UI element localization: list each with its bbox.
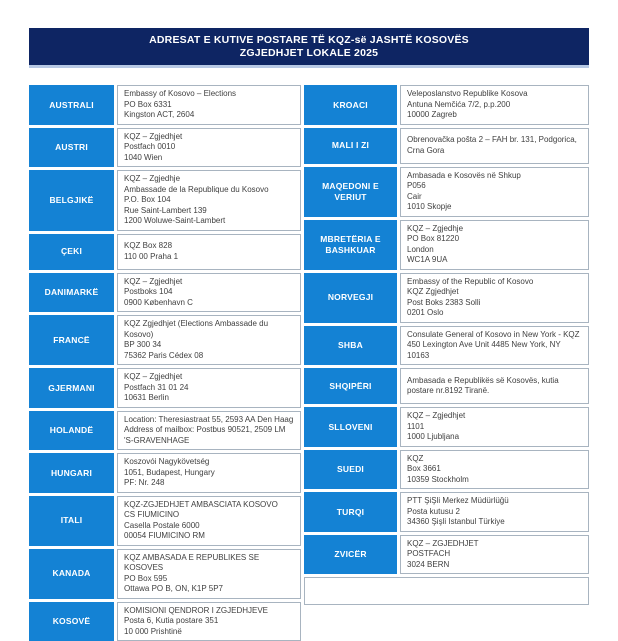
address-cell xyxy=(117,170,301,231)
country-cell: SHBA xyxy=(304,326,397,366)
address-line: 10000 Zagreb xyxy=(407,110,582,121)
country-cell: MALI I ZI xyxy=(304,128,397,164)
table-row xyxy=(29,496,301,546)
country-cell: AUSTRALI xyxy=(29,85,114,125)
address-line: KQZ – Zgjedhjet xyxy=(124,132,294,143)
country-cell: SHQIPËRI xyxy=(304,368,397,404)
address-cell xyxy=(400,326,589,366)
address-line: 450 Lexington Ave Unit 4485 New York, NY 10163 xyxy=(407,340,582,361)
address-line: Obrenovačka pošta 2 – FAH br. 131, Podgorica, Crna Gora xyxy=(407,135,582,156)
address-line: 1200 Woluwe-Saint-Lambert xyxy=(124,216,294,227)
address-line: PTT ŞiŞli Merkez Müdürlüğü xyxy=(407,496,582,507)
address-cell xyxy=(400,450,589,490)
address-line: 0900 København C xyxy=(124,298,294,309)
address-line: Veleposlanstvo Republike Kosova xyxy=(407,89,582,100)
table-row xyxy=(29,234,301,270)
address-cell xyxy=(117,234,301,270)
table-row xyxy=(29,315,301,365)
address-line: KQZ – Zgjedhjet xyxy=(124,277,294,288)
address-cell xyxy=(400,407,589,447)
address-line: PF: Nr. 248 xyxy=(124,478,294,489)
table-row xyxy=(304,492,589,532)
address-line: Embassy of Kosovo – Elections xyxy=(124,89,294,100)
address-cell xyxy=(117,315,301,365)
address-line: 0201 Oslo xyxy=(407,308,582,319)
address-line: 10631 Berlin xyxy=(124,393,294,404)
address-line: KQZ Zgjedhjet (Elections Ambassade du Kosovo) xyxy=(124,319,294,340)
table-row xyxy=(304,535,589,575)
address-cell xyxy=(400,535,589,575)
address-cell xyxy=(117,368,301,408)
right-table xyxy=(304,85,589,641)
address-cell xyxy=(117,496,301,546)
table-row xyxy=(29,170,301,231)
address-line: Rue Saint-Lambert 139 xyxy=(124,206,294,217)
table-row xyxy=(29,273,301,313)
table-row xyxy=(29,602,301,641)
country-cell: ZVICËR xyxy=(304,535,397,575)
address-line: Postfach 31 01 24 xyxy=(124,383,294,394)
address-cell xyxy=(117,549,301,599)
address-line: Post Boks 2383 Solli xyxy=(407,298,582,309)
country-cell: TURQI xyxy=(304,492,397,532)
table-row xyxy=(29,453,301,493)
address-cell xyxy=(117,85,301,125)
address-tables xyxy=(29,85,589,641)
table-row xyxy=(304,407,589,447)
address-line: London xyxy=(407,245,582,256)
address-line: Consulate General of Kosovo in New York - KQZ xyxy=(407,330,582,341)
address-cell xyxy=(117,273,301,313)
address-line: KQZ – ZGJEDHJET xyxy=(407,539,582,550)
address-cell xyxy=(400,492,589,532)
left-table xyxy=(29,85,301,641)
address-cell xyxy=(400,368,589,404)
country-cell: HUNGARI xyxy=(29,453,114,493)
address-line: KQZ Box 828 xyxy=(124,241,294,252)
address-line: Ambasada e Kosovës në Shkup xyxy=(407,171,582,182)
address-line: 1101 xyxy=(407,422,582,433)
address-line: Embassy of the Republic of Kosovo xyxy=(407,277,582,288)
address-line: 10 000 Prishtinë xyxy=(124,627,294,638)
address-line: KQZ Zgjedhjet xyxy=(407,287,582,298)
table-row xyxy=(304,167,589,217)
address-line: PO Box 81220 xyxy=(407,234,582,245)
address-line: Postboks 104 xyxy=(124,287,294,298)
address-line: Cair xyxy=(407,192,582,203)
address-line: Postfach 0010 xyxy=(124,142,294,153)
country-cell: HOLANDË xyxy=(29,411,114,451)
address-line: KQZ xyxy=(407,454,582,465)
table-row xyxy=(29,128,301,168)
address-line: 1000 Ljubljana xyxy=(407,432,582,443)
address-line: 110 00 Praha 1 xyxy=(124,252,294,263)
address-line: BP 300 34 xyxy=(124,340,294,351)
address-line: 3024 BERN xyxy=(407,560,582,571)
address-cell xyxy=(400,167,589,217)
address-line: P.O. Box 104 xyxy=(124,195,294,206)
address-cell xyxy=(117,453,301,493)
address-cell xyxy=(400,220,589,270)
table-row xyxy=(304,128,589,164)
address-line: P056 xyxy=(407,181,582,192)
table-row xyxy=(304,85,589,125)
country-cell: AUSTRI xyxy=(29,128,114,168)
country-cell: GJERMANI xyxy=(29,368,114,408)
address-line: POSTFACH xyxy=(407,549,582,560)
address-cell xyxy=(400,128,589,164)
address-line: Koszovói Nagykövetség xyxy=(124,457,294,468)
address-cell xyxy=(117,602,301,641)
address-line: KQZ-ZGJEDHJET AMBASCIATA KOSOVO xyxy=(124,500,294,511)
country-cell: BELGJIKË xyxy=(29,170,114,231)
address-line: 1010 Skopje xyxy=(407,202,582,213)
table-row xyxy=(304,326,589,366)
address-line: PO Box 595 xyxy=(124,574,294,585)
address-line: KOMISIONI QENDROR I ZGJEDHJEVE xyxy=(124,606,294,617)
country-cell: ITALI xyxy=(29,496,114,546)
address-line: Location: Theresiastraat 55, 2593 AA Den Haag xyxy=(124,415,294,426)
address-cell xyxy=(400,273,589,323)
address-line: KQZ – Zgjedhjet xyxy=(407,411,582,422)
country-cell: SLLOVENI xyxy=(304,407,397,447)
address-line: WC1A 9UA xyxy=(407,255,582,266)
address-line: KQZ AMBASADA E REPUBLIKES SE KOSOVES xyxy=(124,553,294,574)
address-line: 75362 Paris Cédex 08 xyxy=(124,351,294,362)
country-cell: NORVEGJI xyxy=(304,273,397,323)
country-cell: SUEDI xyxy=(304,450,397,490)
address-line: 1040 Wien xyxy=(124,153,294,164)
address-line: 10359 Stockholm xyxy=(407,475,582,486)
table-row xyxy=(29,411,301,451)
table-row xyxy=(304,368,589,404)
address-line: 1051, Budapest, Hungary xyxy=(124,468,294,479)
table-row xyxy=(29,368,301,408)
address-line: Casella Postale 6000 xyxy=(124,521,294,532)
address-line: 34360 Şişli Istanbul Türkiye xyxy=(407,517,582,528)
country-cell: KROACI xyxy=(304,85,397,125)
address-cell xyxy=(117,411,301,451)
empty-cell xyxy=(304,577,589,605)
address-line: KQZ – Zgjedhje xyxy=(124,174,294,185)
country-cell: MBRETËRIA E BASHKUAR xyxy=(304,220,397,270)
page-title-line1: ADRESAT E KUTIVE POSTARE TË KQZ-së JASHTË KOSOVËS xyxy=(33,34,585,47)
country-cell: FRANCË xyxy=(29,315,114,365)
address-line: KQZ – Zgjedhjet xyxy=(124,372,294,383)
address-line: KQZ – Zgjedhje xyxy=(407,224,582,235)
address-line: Ambasada e Republikës së Kosovës, kutia postare nr.8192 Tiranë. xyxy=(407,376,582,397)
country-cell: MAQEDONI E VERIUT xyxy=(304,167,397,217)
page-title-line2: ZGJEDHJET LOKALE 2025 xyxy=(33,47,585,60)
address-line: Box 3661 xyxy=(407,464,582,475)
table-row xyxy=(304,273,589,323)
country-cell: DANIMARKË xyxy=(29,273,114,313)
address-line: Ottawa PO B, ON, K1P 5P7 xyxy=(124,584,294,595)
table-row xyxy=(29,549,301,599)
table-row xyxy=(304,450,589,490)
address-line: 00054 FIUMICINO RM xyxy=(124,531,294,542)
address-cell xyxy=(117,128,301,168)
empty-row xyxy=(304,577,589,605)
address-line: Address of mailbox: Postbus 90521, 2509 LM 'S-GRAVENHAGE xyxy=(124,425,294,446)
address-line: Antuna Nemčića 7/2, p.p.200 xyxy=(407,100,582,111)
page-title xyxy=(29,28,589,68)
address-cell xyxy=(400,85,589,125)
address-line: PO Box 6331 xyxy=(124,100,294,111)
table-row xyxy=(29,85,301,125)
country-cell: ÇEKI xyxy=(29,234,114,270)
address-line: Posta 6, Kutia postare 351 xyxy=(124,616,294,627)
country-cell: KOSOVË xyxy=(29,602,114,641)
address-line: CS FIUMICINO xyxy=(124,510,294,521)
address-line: Posta kutusu 2 xyxy=(407,507,582,518)
address-line: Kingston ACT, 2604 xyxy=(124,110,294,121)
address-line: Ambassade de la Republique du Kosovo xyxy=(124,185,294,196)
country-cell: KANADA xyxy=(29,549,114,599)
table-row xyxy=(304,220,589,270)
